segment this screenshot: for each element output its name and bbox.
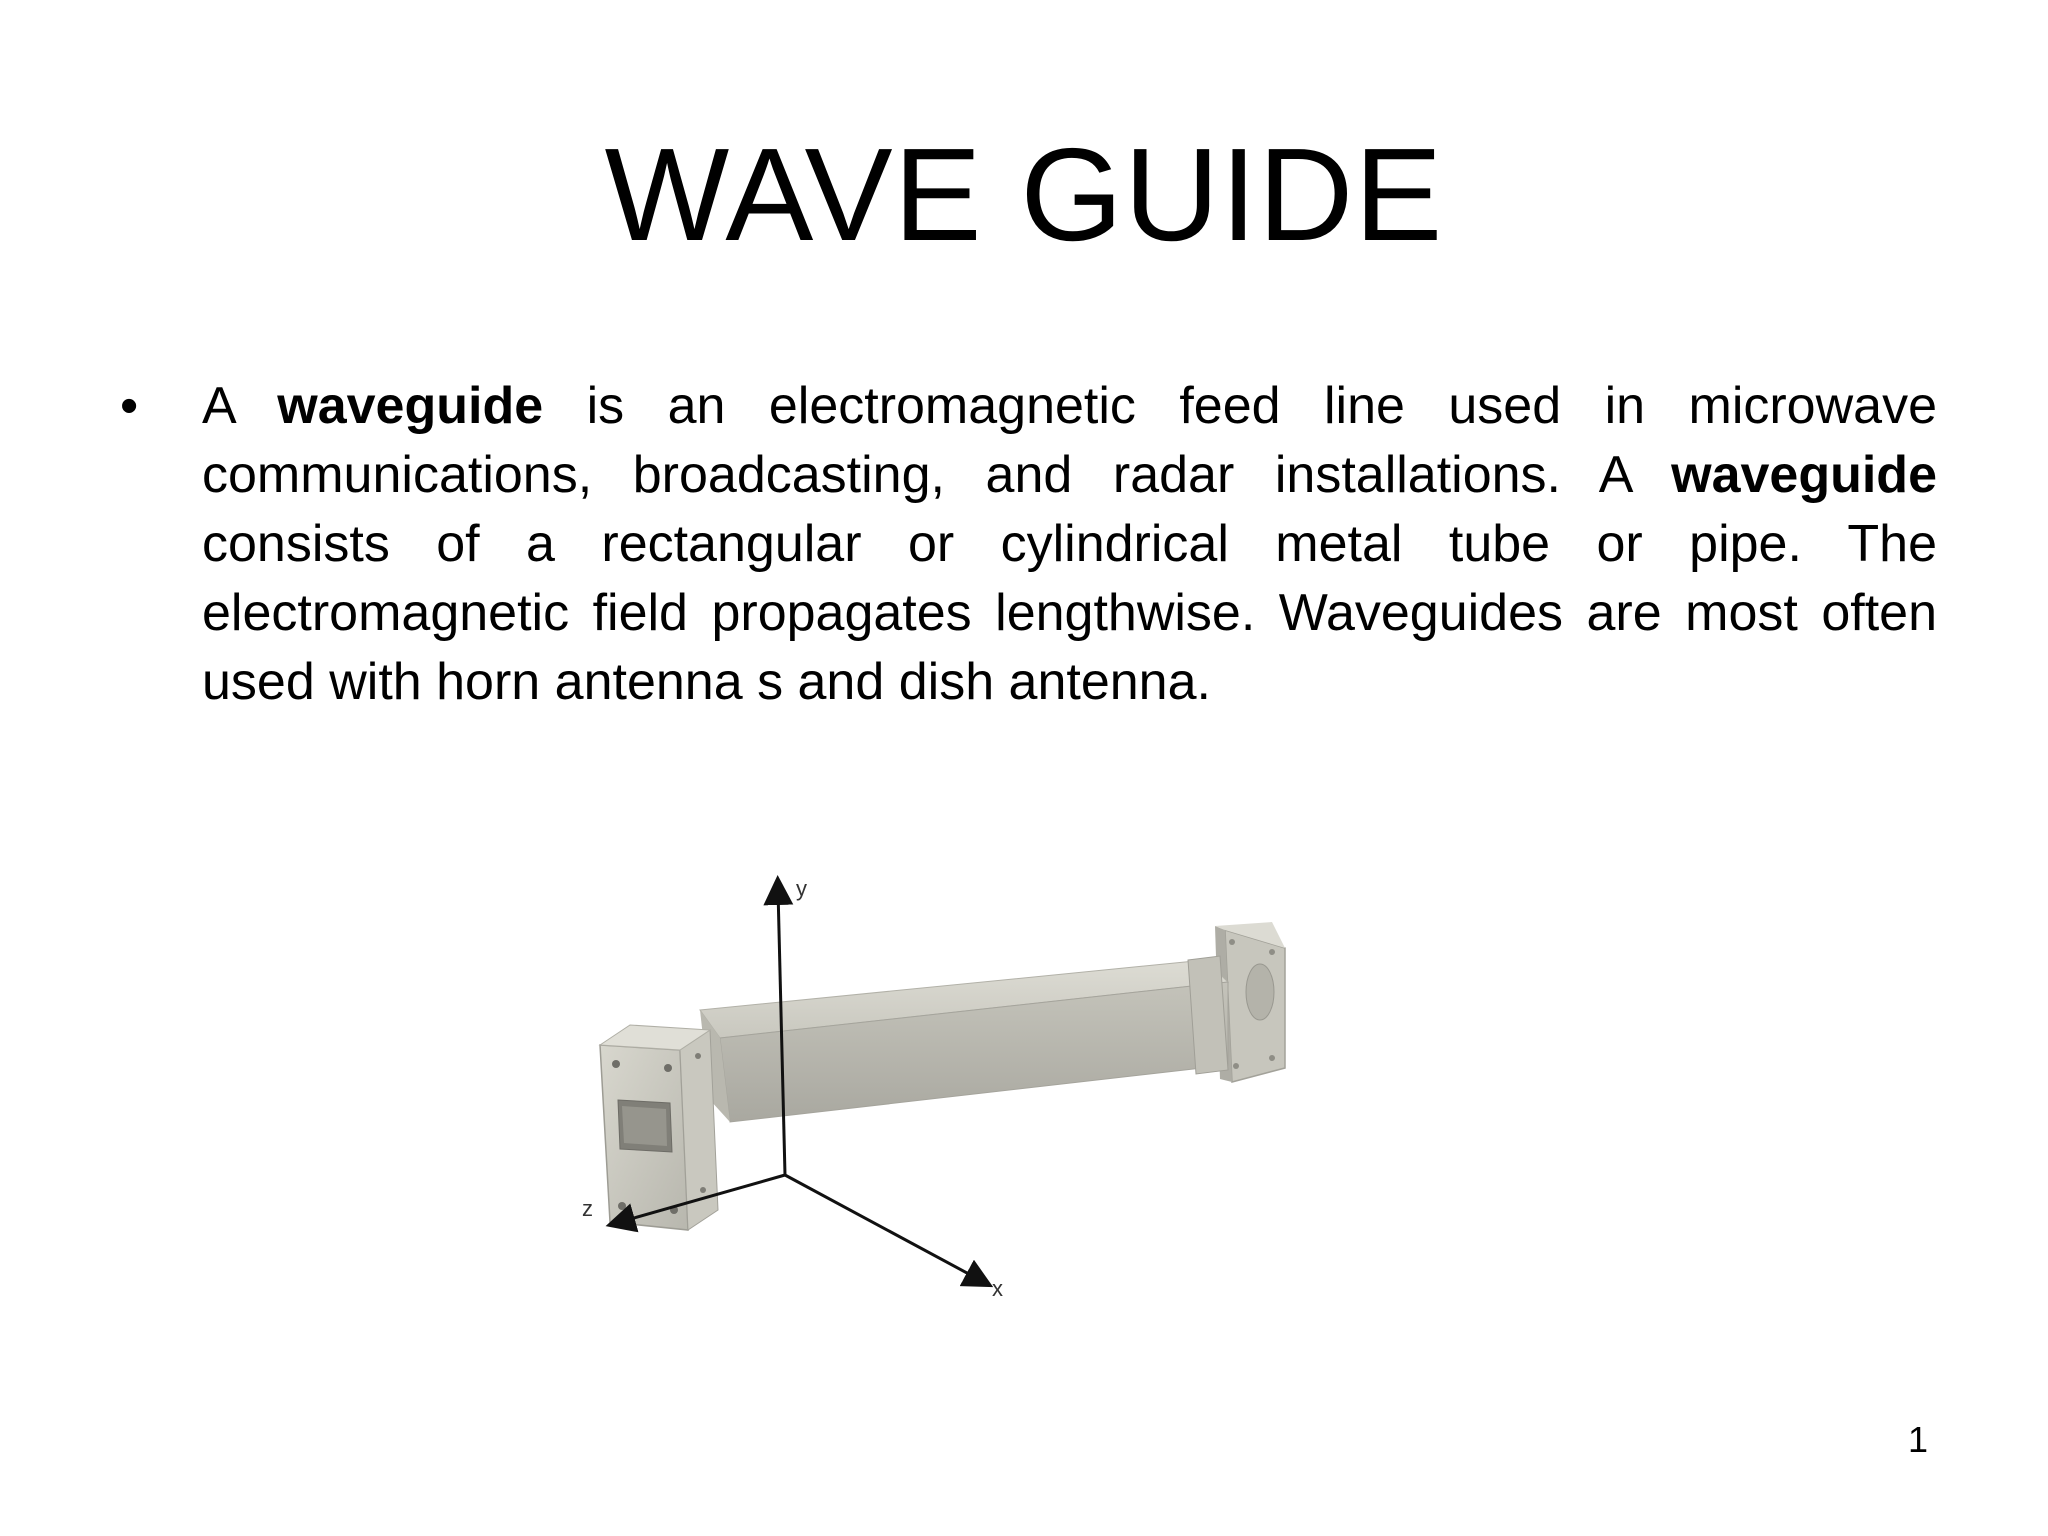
bullet-text-segment: A bbox=[202, 377, 278, 435]
x-axis bbox=[785, 1175, 980, 1280]
bullet-text-segment: consists of a rectangular or cylindrical metal tube or pipe. The electromagnetic field propagates lengthwise. Waveguides are most often used with horn antenna s and dish antenna. bbox=[202, 515, 1937, 711]
x-axis-label: x bbox=[992, 1276, 1003, 1301]
z-axis-label: z bbox=[582, 1196, 593, 1221]
bullet-text-bold-term: waveguide bbox=[277, 377, 544, 435]
bullet-paragraph bbox=[202, 372, 1937, 717]
bullet-marker: • bbox=[120, 377, 139, 435]
slide-title: WAVE GUIDE bbox=[604, 121, 1444, 268]
waveguide-illustration bbox=[560, 860, 1360, 1320]
bullet-text-segment: is an electromagnetic feed line used in microwave communications, broadcasting, and radar installations. A bbox=[202, 377, 1937, 504]
waveguide-figure bbox=[560, 860, 1360, 1320]
page-number: 1 bbox=[1907, 1419, 1928, 1460]
y-axis-label: y bbox=[796, 876, 807, 901]
bullet-text-bold-term: waveguide bbox=[1671, 446, 1937, 504]
